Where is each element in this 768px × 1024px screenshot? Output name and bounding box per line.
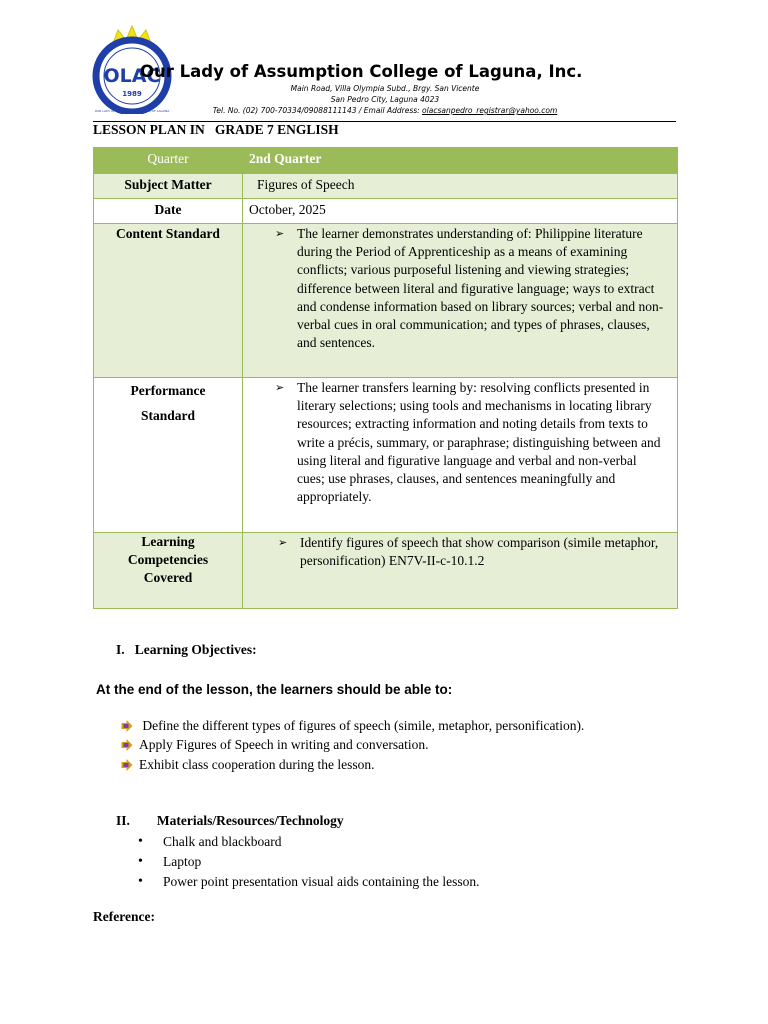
arrow-plus-bullet-icon [116,739,139,751]
content-value: The learner demonstrates understanding of: Philippine literature during the Period of Apprenticeship as a means of examining conflicts; various purposeful listening and viewing strategies; difference between literal and figurative language; ways to extract and condense information based on library sources; verbal and non-verbal cues in oral communication; and types of phrases, clauses, and sentences. [297,226,664,351]
section-1-numeral: I. [116,642,125,657]
table-row-performance-standard [94,378,678,533]
list-item [138,872,479,892]
contact-text: Tel. No. (02) 700-70334/09088111143 / Email Address: [212,106,423,115]
material-text: Chalk and blackboard [163,834,282,849]
content-label-cell [94,224,243,378]
performance-label-cell [94,378,243,533]
competencies-value-cell [243,533,678,609]
performance-label-1: Performance [130,383,206,398]
competencies-label: Learning Competencies Covered [127,534,209,586]
school-name: Our Lady of Assumption College of Laguna, Inc. [140,62,583,81]
section-1-title: Learning Objectives: [134,642,257,657]
performance-bullet [243,378,677,506]
arrow-bullet-icon: ➢ [275,228,285,240]
objectives-intro: At the end of the lesson, the learners should be able to: [96,682,453,697]
subject-value-cell [243,174,678,199]
address-line-2: San Pedro City, Laguna 4023 [330,95,440,104]
content-bullet [243,224,677,352]
date-label-cell [94,199,243,224]
list-item [138,832,479,852]
list-item [116,755,584,775]
table-row-subject [94,174,678,199]
arrow-plus-bullet-icon [116,759,139,771]
date-value: October, 2025 [249,202,326,217]
material-text: Power point presentation visual aids containing the lesson. [163,874,480,889]
date-label: Date [154,202,182,217]
section-2-heading [116,813,344,829]
logo-year: 1989 [122,90,142,98]
competencies-label-cell [94,533,243,609]
logo-text: OLAC [103,65,161,87]
table-row-date [94,199,678,224]
objective-text: Apply Figures of Speech in writing and conversation. [139,737,429,753]
subject-value: Figures of Speech [257,177,355,192]
address-line-1: Main Road, Villa Olympia Subd., Brgy. San Vicente [290,84,480,93]
arrow-plus-bullet-icon [116,720,139,732]
logo-ring-text: OUR LADY OF ASSUMPTION COLLEGE OF LAGUNA [94,109,170,113]
arrow-bullet-icon: ➢ [275,382,285,394]
contact-line [140,106,630,115]
content-value-cell [243,224,678,378]
list-item [138,852,479,872]
material-text: Laptop [163,854,202,869]
bullet-dot-icon: • [138,874,143,889]
objectives-list [116,716,584,775]
objective-text: Define the different types of figures of speech (simile, metaphor, personification). [139,717,585,733]
date-value-cell [243,199,678,224]
lesson-plan-title: LESSON PLAN IN GRADE 7 ENGLISH [93,122,339,137]
list-item [116,716,584,736]
reference-label: Reference: [93,909,155,924]
bullet-dot-icon: • [138,854,143,869]
quarter-value: 2nd Quarter [249,151,322,166]
table-row-competencies [94,533,678,609]
email-link[interactable]: olacsanpedro_registrar@yahoo.com [422,106,558,115]
section-2-title: Materials/Resources/Technology [156,813,344,828]
bullet-dot-icon: • [138,834,143,849]
lesson-plan-table [93,147,678,609]
quarter-label-cell [94,148,243,174]
materials-list [138,832,479,892]
table-row-quarter [94,148,678,174]
competencies-bullet [243,533,677,570]
quarter-label: Quarter [147,151,189,166]
performance-value-cell [243,378,678,533]
performance-label-2: Standard [140,408,196,423]
objective-text: Exhibit class cooperation during the lesson. [139,756,375,772]
arrow-bullet-icon: ➢ [278,537,288,549]
performance-value: The learner transfers learning by: resolving conflicts presented in literary selections; using tools and mechanisms in locating library resources; extracting information and noting details from texts to write a précis, summary, or paraphrase; distinguishing between and using literal and figurative language and verbal and non-verbal cues; use phrases, clauses, and sentences meaningfully and appropriately. [297,380,661,505]
competencies-value: Identify figures of speech that show comparison (simile metaphor, personification) EN7V-II-c-10.1.2 [300,535,659,569]
quarter-value-cell [243,148,678,174]
subject-label: Subject Matter [124,177,212,192]
list-item [116,736,584,756]
section-1-heading [116,642,257,658]
content-label: Content Standard [116,226,220,241]
subject-label-cell [94,174,243,199]
section-2-numeral: II. [116,813,130,828]
table-row-content-standard [94,224,678,378]
document-header [0,0,768,137]
